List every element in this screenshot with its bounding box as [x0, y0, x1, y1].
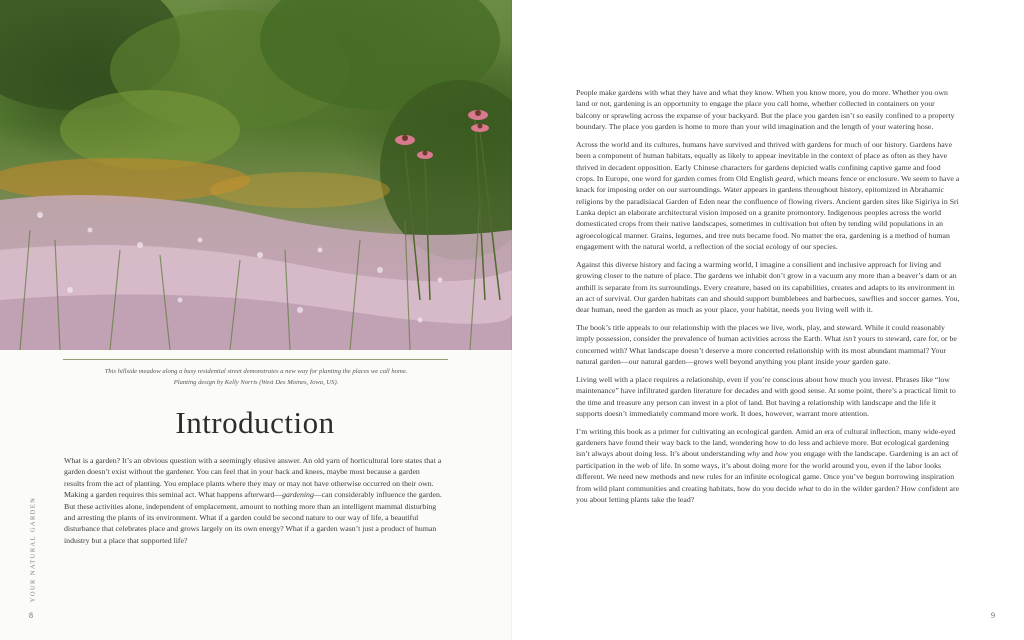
meadow-illustration: [0, 0, 512, 350]
body-paragraph: People make gardens with what they have and what they know. When you know more, you do more. Whether you own land or not, gardening is an opportunity to engage the place you call home, whether collected in containers on your balcony or sprawling across the expanse of your backyard. But the place you garden isn’t so easily confined to a property boundary. The place you garden is home to more than your wild imagination and the length of your watering hose.: [576, 88, 955, 132]
body-paragraph: What is a garden? It’s an obvious question with a seemingly elusive answer. An old yarn of horticultural lore states that a garden doesn’t exist without the gardener. You can feel that in your back and knees, maybe most because a garden results from the act of planting. You emplace plants where they may or may not have otherwise occurred on their own. Making a garden requires this seminal act. What happens afterward—gardening—can considerably influence the garden. But these activities alone, independent of emplacement, amount to nothing more than an intelligent mammal disturbing and arresting the plants of its environment. What if a garden could be second nature to our way of life, a beautiful disturbance that celebrates place and grows largely on its own energy? What if a garden wasn’t just a product of human industry but a place that supported life?: [64, 456, 442, 545]
garden-meadow-photo: [0, 0, 512, 350]
right-body-text: [576, 87, 960, 512]
caption-line-1: This hillside meadow along a busy residential street demonstrates a new way for planting the places we call home.: [104, 368, 408, 375]
left-body-text: [64, 455, 442, 546]
page-number-left: 8: [29, 611, 33, 620]
body-paragraph: Across the world and its cultures, humans have survived and thrived with gardens for much of our history. Gardens have been a component of human habitats, equally as likely to appear inevitable in the context of place as often as they have thrived in decadent opposition. Early Chinese characters for gardens depicted walls confining captive game and food crops. In Europe, one word for garden comes from Old English geard, which means fence or enclosure. We seem to have a knack for imposing order on our surroundings. Water appears in gardens throughout history, epitomized in Abrahamic religions by the paradisiacal Garden of Eden near the confluence of flowing rivers. Ancient garden sites like Sigiriya in Sri Lanka depict an elaborate architectural vision imposed on a granite promontory. Indigenous peoples across the world domesticated crops from their native landscapes, sometimes in cultivation but often by tending wild populations in an agroecological manner. Grains, legumes, and tree nuts became food. No matter the era, gardening is a method of human engagement with the natural world, a reflection of the social ecology of our species.: [576, 139, 960, 251]
caption-rule: [63, 359, 448, 360]
running-head: YOUR NATURAL GARDEN: [29, 496, 37, 603]
body-paragraph: I’m writing this book as a primer for cultivating an ecological garden. Amid an era of cultural inflection, many wide-eyed gardeners have found their way back to the land, wondering how to do less and achieve more. But ecological gardening isn’t always about doing less. It’s about understanding why and how you engage with the landscape. Gardening is an act of participation in the web of life. In some ways, it’s about doing more for the world around you, even if the labor looks different. We need new methods and new rules for an infinite ecological game. Once you’ve begun borrowing inspiration from wild plant communities and creating habitats, how do you decide what to do in the wilder garden? How confident are you about letting plants take the lead?: [576, 426, 960, 504]
caption-line-2: Planting design by Kelly Norris (West Des Moines, Iowa, US).: [173, 379, 339, 386]
body-paragraph: Living well with a place requires a relationship, even if you’re conscious about how much you invest. Phrases like “low maintenance” have infiltrated garden literature for decades and with good sense. At some point, there’s a practical limit to the time and treasure any person can invest in a plot of land. But having a relationship with landscape and the life it supports doesn’t immediately command more work. It does, however, warrant more attention.: [576, 374, 956, 418]
photo-caption: [66, 366, 446, 388]
chapter-title: Introduction: [175, 405, 335, 440]
body-paragraph: The book’s title appeals to our relationship with the places we live, work, play, and steward. While it could reasonably imply possession, consider the prevalence of human activities across the Earth. What isn’t yours to steward, care for, or be concerned with? What landscape doesn’t deserve a more concerted relationship with its most abundant mammal? Your natural garden—our natural garden—grows well beyond anything you plant inside your garden gate.: [576, 323, 957, 367]
page-number-right: 9: [991, 611, 995, 620]
body-paragraph: Against this diverse history and facing a warming world, I imagine a consilient and inclusive approach for living and growing closer to the nature of place. The gardens we inhabit don’t grow in a vacuum any more than a beaver’s dam or an anthill is separate from its surroundings. Every creature, based on its capabilities, creates and adapts to its environment in an act of survival. Our garden habitats can and should support bumblebees and barbecues, sawflies and soccer games. You, dear human, need the garden as much as your place, your habitat, needs you living well with it.: [576, 259, 960, 315]
